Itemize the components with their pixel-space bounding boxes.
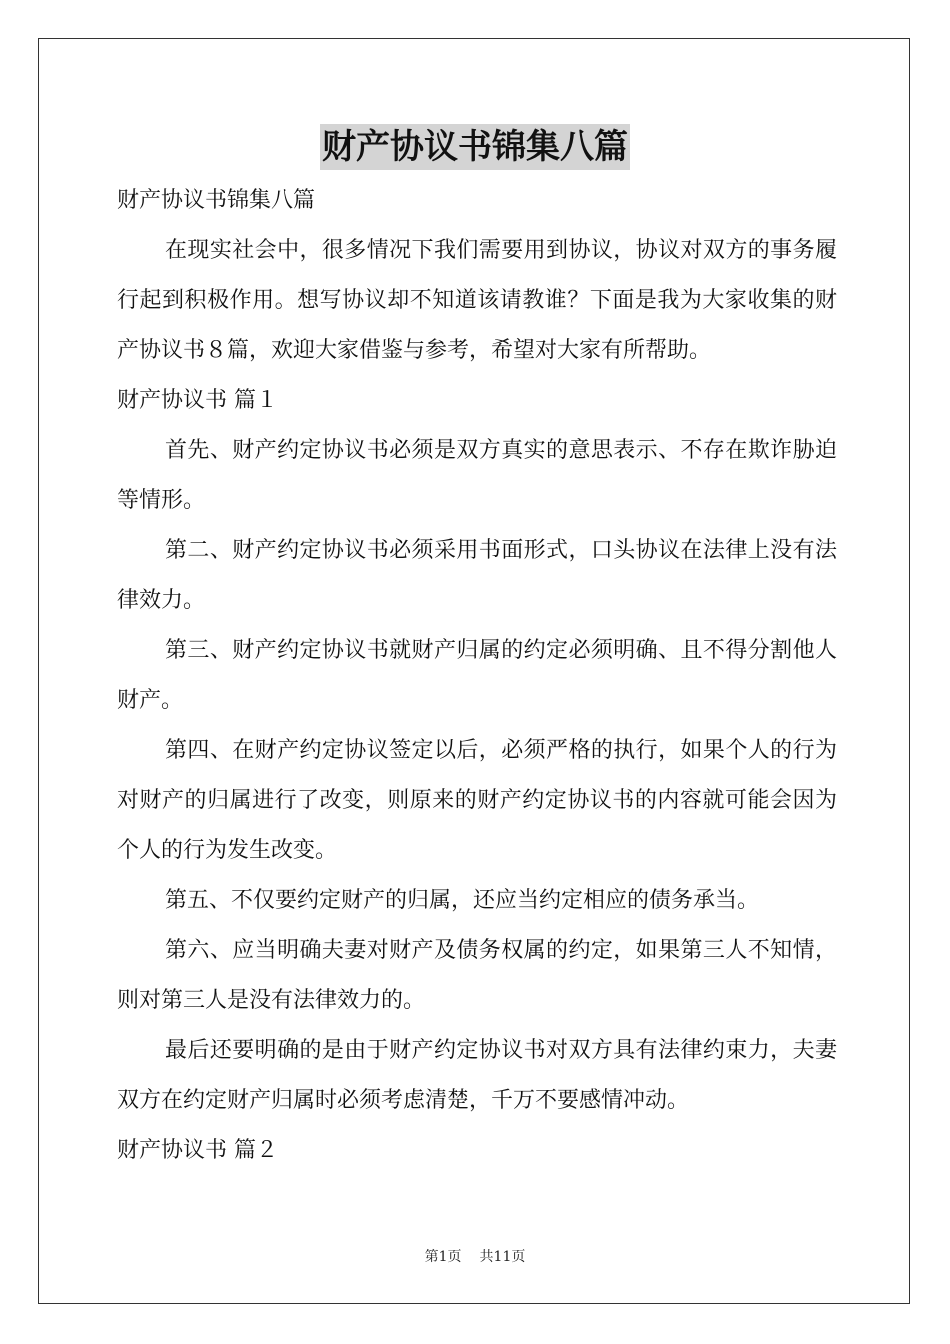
intro-paragraph: 在现实社会中，很多情况下我们需要用到协议，协议对双方的事务履行起到积极作用。想写协议却不知道该请教谁？下面是我为大家收集的财产协议书８篇，欢迎大家借鉴与参考，希望对大家有所帮助。 [117,238,837,363]
document-title: 财产协议书锦集八篇 [320,124,630,170]
title-container [0,124,950,170]
page-total: 共11页 [479,1249,526,1265]
paragraph-last: 最后还要明确的是由于财产约定协议书对双方具有法律约束力，夫妻双方在约定财产归属时必须考虑清楚，千万不要感情冲动。 [117,1038,837,1113]
paragraph-second: 第二、财产约定协议书必须采用书面形式，口头协议在法律上没有法律效力。 [117,538,837,613]
document-subtitle: 财产协议书锦集八篇 [117,188,316,213]
paragraph-fifth: 第五、不仅要约定财产的归属，还应当约定相应的债务承当。 [165,888,760,913]
page-footer [0,1246,950,1266]
section-heading-2: 财产协议书 篇２ [117,1138,278,1163]
paragraph-fourth: 第四、在财产约定协议签定以后，必须严格的执行，如果个人的行为对财产的归属进行了改变，则原来的财产约定协议书的内容就可能会因为个人的行为发生改变。 [117,738,837,863]
section-heading-1: 财产协议书 篇１ [117,388,278,413]
paragraph-first: 首先、财产约定协议书必须是双方真实的意思表示、不存在欺诈胁迫等情形。 [117,438,837,513]
document-body [117,176,837,1176]
page-number: 第1页 [424,1249,462,1265]
paragraph-sixth: 第六、应当明确夫妻对财产及债务权属的约定，如果第三人不知情，则对第三人是没有法律效力的。 [117,938,837,1013]
paragraph-third: 第三、财产约定协议书就财产归属的约定必须明确、且不得分割他人财产。 [117,638,837,713]
